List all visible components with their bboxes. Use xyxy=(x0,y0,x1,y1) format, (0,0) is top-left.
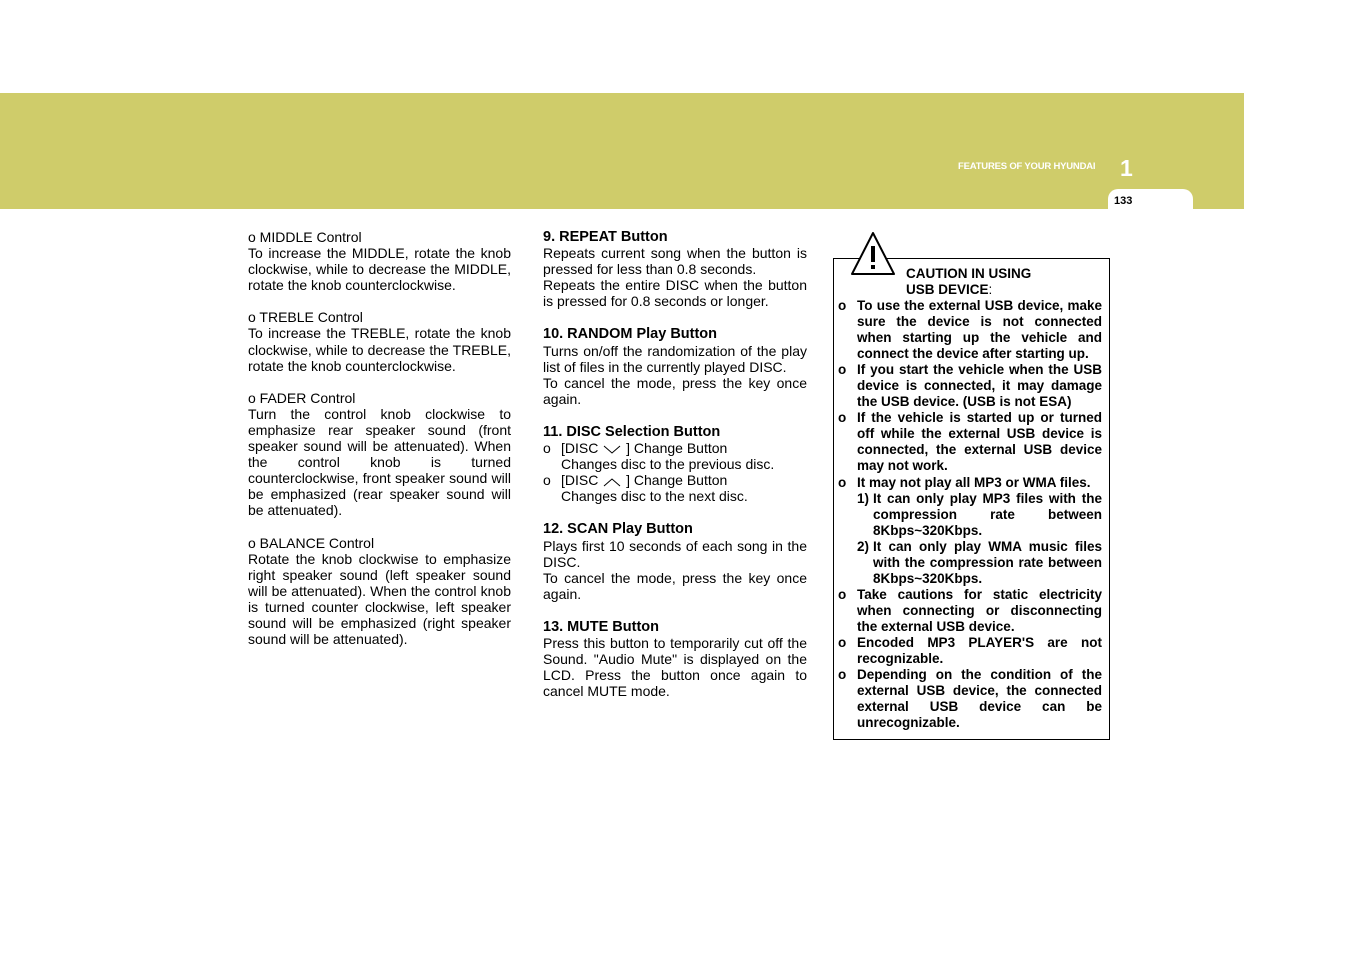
random-heading: 10. RANDOM Play Button xyxy=(543,326,718,343)
random-text-1: Turns on/off the randomization of the play list of files in the currently played DISC. xyxy=(543,342,807,375)
fader-control-body: Turn the control knob clockwise to emphasize rear speaker sound (front speaker sound will be attenuated). When the control knob is turned counterclockwise, front speaker sound will be emphasized (rear speaker sound will be attenuated). xyxy=(248,405,511,519)
disc-up-item xyxy=(543,472,807,504)
subitem-text: It can only play WMA music files with the compression rate between 8Kbps~320Kbps. xyxy=(873,538,1102,586)
chevron-down-icon xyxy=(602,443,622,455)
disc-change-label: ] Change Button xyxy=(626,440,728,457)
bullet: o xyxy=(838,586,847,602)
warning-icon xyxy=(850,230,896,276)
disc-section xyxy=(543,424,807,504)
bullet: o xyxy=(838,410,847,426)
middle-control-body: To increase the MIDDLE, rotate the knob clockwise, while to decrease the MIDDLE, rotate the knob counterclockwise. xyxy=(248,245,511,294)
disc-label: [DISC xyxy=(561,440,599,457)
bullet: o xyxy=(543,472,551,489)
repeat-text-1: Repeats current song when the button is pressed for less than 0.8 seconds. xyxy=(543,245,807,278)
disc-change-label: ] Change Button xyxy=(626,472,728,489)
scan-heading: 12. SCAN Play Button xyxy=(543,521,693,538)
treble-control-body: To increase the TREBLE, rotate the knob clockwise, while to decrease the TREBLE, rotate the knob counterclockwise. xyxy=(248,325,511,374)
caution-title-line1: CAUTION IN USING xyxy=(906,266,1032,281)
caution-item xyxy=(838,587,1102,635)
repeat-heading: 9. REPEAT Button xyxy=(543,229,668,245)
caution-item xyxy=(838,298,1102,362)
bullet: o xyxy=(543,440,551,457)
caution-item xyxy=(838,635,1102,667)
caution-item xyxy=(838,410,1102,474)
treble-control-title: o TREBLE Control xyxy=(248,309,363,326)
scan-section xyxy=(543,521,807,601)
scan-text-2: To cancel the mode, press the key once again. xyxy=(543,569,807,602)
left-column xyxy=(248,229,511,647)
subitem-number: 2) xyxy=(857,538,870,554)
section-title: FEATURES OF YOUR HYUNDAI xyxy=(958,161,1096,172)
caution-item-text: If the vehicle is started up or turned off while the external USB device is connected, the external USB device may not work. xyxy=(857,410,1102,474)
caution-item-text: To use the external USB device, make sure the device is not connected when starting up the vehicle and connect the device after starting up. xyxy=(857,298,1102,362)
caution-subitem xyxy=(857,491,1102,539)
balance-control-body: Rotate the knob clockwise to emphasize right speaker sound (left speaker sound will be attenuated). When the control knob is turned counter clockwise, left speaker sound will be emphasized (right speaker sound will be attenuated). xyxy=(248,550,511,648)
chevron-up-icon xyxy=(602,476,622,488)
bullet: o xyxy=(838,634,847,650)
disc-heading: 11. DISC Selection Button xyxy=(543,423,721,440)
chapter-number: 1 xyxy=(1120,155,1133,181)
subitem-text: It can only play MP3 files with the compression rate between 8Kbps~320Kbps. xyxy=(873,490,1102,538)
random-section xyxy=(543,326,807,406)
disc-label: [DISC xyxy=(561,472,599,489)
disc-up-desc: Changes disc to the next disc. xyxy=(561,488,748,505)
mute-section xyxy=(543,619,807,699)
caution-item-text: It may not play all MP3 or WMA files. xyxy=(857,474,1091,490)
bullet: o xyxy=(838,667,847,683)
caution-item-text: Depending on the condition of the external USB device, the connected external USB device can be unrecognizable. xyxy=(857,667,1102,731)
bullet: o xyxy=(838,474,847,490)
header-band xyxy=(0,93,1244,209)
subitem-number: 1) xyxy=(857,490,870,506)
page-number: 133 xyxy=(1114,195,1133,207)
caution-title-line2: USB DEVICE xyxy=(906,282,989,297)
repeat-section xyxy=(543,229,807,309)
caution-item xyxy=(838,362,1102,410)
bullet: o xyxy=(838,298,847,313)
caution-item-text: If you start the vehicle when the USB device is connected, it may damage the USB device. (USB is not ESA) xyxy=(857,362,1102,410)
middle-control-title: o MIDDLE Control xyxy=(248,229,362,245)
caution-subitem xyxy=(857,539,1102,587)
fader-control-title: o FADER Control xyxy=(248,389,356,406)
middle-column xyxy=(543,229,807,716)
mute-text: Press this button to temporarily cut off the Sound. "Audio Mute" is displayed on the LCD. Press the button once again to cancel MUTE mode. xyxy=(543,634,807,700)
disc-down-desc: Changes disc to the previous disc. xyxy=(561,456,775,473)
repeat-text-2: Repeats the entire DISC when the button is pressed for 0.8 seconds or longer. xyxy=(543,277,807,310)
caution-title xyxy=(906,266,1031,298)
mute-heading: 13. MUTE Button xyxy=(543,618,659,635)
caution-title-colon: : xyxy=(988,282,993,297)
caution-item xyxy=(838,475,1102,587)
caution-list xyxy=(838,298,1102,731)
balance-control-title: o BALANCE Control xyxy=(248,534,375,551)
caution-item xyxy=(838,667,1102,731)
caution-item-text: Take cautions for static electricity when connecting or disconnecting the external USB device. xyxy=(857,586,1102,634)
scan-text-1: Plays first 10 seconds of each song in the DISC. xyxy=(543,537,807,570)
random-text-2: To cancel the mode, press the key once again. xyxy=(543,374,807,407)
disc-down-item xyxy=(543,440,807,472)
bullet: o xyxy=(838,362,847,378)
caution-item-text: Encoded MP3 PLAYER'S are not recognizable. xyxy=(857,634,1102,667)
